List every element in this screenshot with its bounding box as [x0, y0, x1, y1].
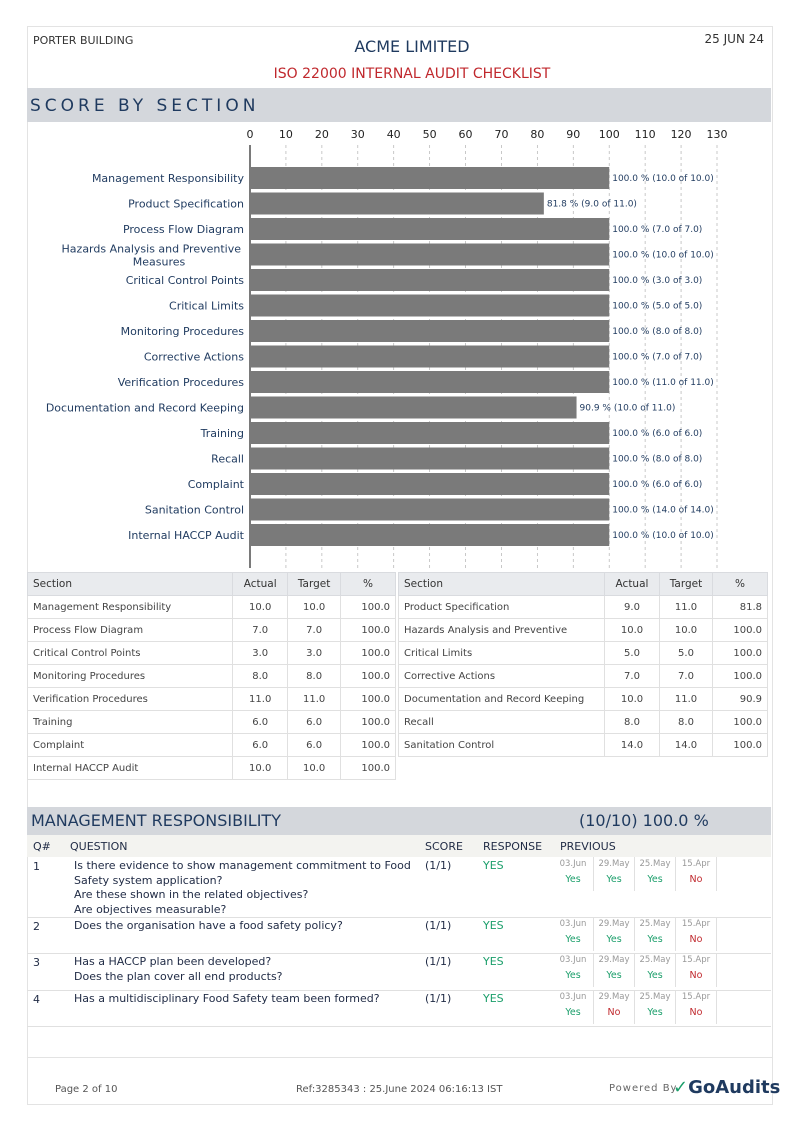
table-cell: 10.0 [605, 619, 660, 642]
data-label: 100.0 % (3.0 of 3.0) [612, 276, 703, 286]
table-cell: 81.8 [713, 596, 768, 619]
table-cell: 3.0 [233, 642, 288, 665]
previous-date: 25.May [639, 955, 671, 965]
col-question: QUESTION [70, 840, 128, 853]
column-header: % [713, 573, 768, 596]
category-label: Recall [211, 452, 244, 466]
table-row [28, 619, 396, 642]
data-label: 100.0 % (6.0 of 6.0) [612, 429, 703, 439]
table-cell: 100.0 [341, 642, 396, 665]
previous-value: No [689, 934, 703, 945]
table-cell: 11.0 [288, 688, 341, 711]
category-label: Hazards Analysis and Preventive [61, 242, 241, 256]
bar [251, 193, 544, 215]
category-label: Sanitation Control [144, 503, 244, 517]
previous-value: No [689, 874, 703, 885]
table-cell: 100.0 [713, 665, 768, 688]
x-tick-label: 20 [314, 128, 329, 141]
data-label: 100.0 % (7.0 of 7.0) [612, 225, 703, 235]
previous-value: Yes [606, 934, 622, 945]
table-cell: 10.0 [233, 757, 288, 780]
x-tick-label: 50 [422, 128, 437, 141]
audit-date: 25 JUN 24 [704, 32, 764, 46]
previous-value: Yes [606, 970, 622, 981]
table-cell: 11.0 [660, 596, 713, 619]
table-cell: Corrective Actions [399, 665, 605, 688]
table-row [28, 711, 396, 734]
score-chart [0, 120, 800, 570]
bar [251, 499, 609, 521]
table-row [28, 757, 396, 780]
data-label: 100.0 % (7.0 of 7.0) [612, 352, 703, 363]
section-score: (10/10) 100.0 % [579, 811, 709, 830]
previous-response [635, 917, 676, 951]
score-by-section-heading: SCORE BY SECTION [27, 88, 771, 122]
question-table-header [27, 835, 771, 857]
table-cell: 5.0 [660, 642, 713, 665]
previous-response [635, 857, 676, 891]
table-header-row [399, 573, 768, 596]
x-tick-label: 120 [670, 128, 692, 141]
data-label: 100.0 % (10.0 of 10.0) [612, 531, 714, 541]
table-cell: 10.0 [233, 596, 288, 619]
column-header: Actual [605, 573, 660, 596]
table-cell: 100.0 [341, 619, 396, 642]
previous-date: 15.Apr [681, 992, 711, 1002]
data-label: 90.9 % (10.0 of 11.0) [579, 403, 676, 414]
table-cell: Recall [399, 711, 605, 734]
data-label: 81.8 % (9.0 of 11.0) [546, 199, 637, 210]
question-line: Has a HACCP plan been developed? [74, 955, 272, 968]
table-cell: 8.0 [233, 665, 288, 688]
table-cell: 8.0 [660, 711, 713, 734]
x-tick-label: 110 [634, 128, 656, 141]
question-response: YES [483, 859, 504, 872]
question-line: Safety system application? [74, 873, 223, 887]
bar [251, 524, 609, 546]
table-cell: 7.0 [233, 619, 288, 642]
question-response: YES [483, 992, 504, 1005]
question-text [74, 955, 414, 984]
table-cell: 7.0 [660, 665, 713, 688]
management-section-heading [27, 807, 771, 835]
previous-date: 03.Jun [559, 992, 587, 1002]
previous-response [553, 857, 594, 891]
question-line: Are these shown in the related objectives? [74, 888, 309, 901]
data-label: 100.0 % (10.0 of 10.0) [612, 174, 714, 184]
table-cell: 8.0 [605, 711, 660, 734]
table-row [399, 711, 768, 734]
table-cell: 90.9 [713, 688, 768, 711]
x-tick-label: 40 [386, 128, 401, 141]
table-cell: 100.0 [713, 734, 768, 757]
previous-response [676, 953, 717, 987]
previous-response [594, 857, 635, 891]
question-line: Has a multidisciplinary Food Safety team been formed? [74, 992, 380, 1005]
previous-value: Yes [647, 1007, 663, 1018]
category-label: Critical Limits [169, 299, 244, 313]
previous-value: No [689, 1007, 703, 1018]
previous-value: Yes [565, 934, 581, 945]
table-cell: Product Specification [399, 596, 605, 619]
table-cell: 100.0 [713, 619, 768, 642]
table-row [399, 734, 768, 757]
x-tick-label: 10 [278, 128, 293, 141]
table-row [28, 665, 396, 688]
question-score: (1/1) [425, 992, 452, 1005]
question-score: (1/1) [425, 955, 452, 968]
x-tick-label: 80 [530, 128, 545, 141]
question-response: YES [483, 955, 504, 968]
table-header-row [28, 573, 396, 596]
table-cell: 100.0 [341, 596, 396, 619]
x-tick-label: 100 [598, 128, 620, 141]
table-cell: 100.0 [341, 711, 396, 734]
data-label: 100.0 % (5.0 of 5.0) [612, 301, 703, 312]
previous-date: 15.Apr [681, 955, 711, 965]
table-cell: 6.0 [288, 711, 341, 734]
bar [251, 371, 609, 393]
table-cell: Critical Control Points [28, 642, 233, 665]
question-row [27, 857, 771, 918]
category-label: Measures [132, 255, 186, 269]
x-tick-label: 30 [350, 128, 365, 141]
table-row [399, 688, 768, 711]
report-reference: Ref:3285343 : 25.June 2024 06:16:13 IST [296, 1084, 503, 1095]
bar [251, 295, 609, 317]
previous-date: 03.Jun [559, 955, 587, 965]
data-label: 100.0 % (6.0 of 6.0) [612, 480, 703, 490]
previous-value: Yes [606, 874, 622, 885]
table-cell: 10.0 [605, 688, 660, 711]
x-tick-label: 70 [494, 128, 509, 141]
data-label: 100.0 % (8.0 of 8.0) [612, 454, 703, 465]
bar [251, 397, 577, 419]
question-row [27, 917, 771, 954]
previous-value: Yes [647, 970, 663, 981]
category-label: Verification Procedures [117, 376, 244, 389]
category-label: Critical Control Points [125, 274, 244, 287]
question-text [74, 919, 414, 934]
data-label: 100.0 % (11.0 of 11.0) [612, 378, 714, 388]
table-row [399, 619, 768, 642]
previous-date: 25.May [639, 919, 671, 929]
previous-value: Yes [565, 970, 581, 981]
x-tick-label: 0 [246, 128, 254, 141]
goaudits-logo [673, 1077, 780, 1098]
previous-value: Yes [647, 934, 663, 945]
previous-value: Yes [565, 1007, 581, 1018]
column-header: Section [399, 573, 605, 596]
section-title: MANAGEMENT RESPONSIBILITY [31, 811, 281, 830]
bar [251, 346, 609, 368]
table-cell: Hazards Analysis and Preventive [399, 619, 605, 642]
score-table-right [398, 572, 768, 757]
previous-date: 29.May [598, 859, 630, 869]
table-cell: Complaint [28, 734, 233, 757]
previous-date: 03.Jun [559, 919, 587, 929]
previous-response [594, 953, 635, 987]
table-cell: Verification Procedures [28, 688, 233, 711]
previous-response [553, 990, 594, 1024]
table-cell: 6.0 [233, 734, 288, 757]
previous-response [594, 917, 635, 951]
category-label: Corrective Actions [143, 350, 244, 364]
table-cell: 14.0 [660, 734, 713, 757]
location-name: PORTER BUILDING [33, 34, 134, 47]
table-cell: 14.0 [605, 734, 660, 757]
category-label: Monitoring Procedures [120, 325, 244, 338]
question-line: Does the organisation have a food safety policy? [74, 919, 343, 932]
category-label: Complaint [187, 478, 244, 491]
column-header: Target [660, 573, 713, 596]
category-label: Documentation and Record Keeping [45, 401, 244, 415]
previous-value: Yes [647, 874, 663, 885]
column-header: Target [288, 573, 341, 596]
previous-date: 29.May [598, 919, 630, 929]
question-line: Is there evidence to show management commitment to Food [74, 859, 411, 872]
previous-value: Yes [565, 874, 581, 885]
previous-response [594, 990, 635, 1024]
table-cell: Monitoring Procedures [28, 665, 233, 688]
table-row [399, 642, 768, 665]
bar [251, 448, 609, 470]
category-label: Training [200, 427, 244, 440]
question-score: (1/1) [425, 919, 452, 932]
category-label: Management Responsibility [91, 172, 244, 185]
table-cell: 8.0 [288, 665, 341, 688]
table-cell: 100.0 [341, 665, 396, 688]
footer-divider [27, 1057, 773, 1058]
previous-date: 25.May [639, 859, 671, 869]
table-cell: 100.0 [341, 688, 396, 711]
question-text [74, 992, 414, 1007]
question-number: 1 [33, 860, 40, 873]
category-label: Product Specification [128, 197, 244, 211]
question-number: 4 [33, 993, 40, 1006]
bar [251, 218, 609, 240]
data-label: 100.0 % (14.0 of 14.0) [612, 505, 714, 516]
previous-response [676, 990, 717, 1024]
previous-date: 15.Apr [681, 859, 711, 869]
bar [251, 320, 609, 342]
question-line: Are objectives measurable? [74, 902, 227, 916]
col-response: RESPONSE [483, 840, 543, 853]
col-score: SCORE [425, 840, 463, 853]
bar [251, 473, 609, 495]
previous-value: No [607, 1007, 621, 1018]
table-row [399, 596, 768, 619]
table-row [28, 734, 396, 757]
table-row [28, 596, 396, 619]
table-cell: 7.0 [288, 619, 341, 642]
table-cell: 6.0 [233, 711, 288, 734]
previous-date: 25.May [639, 992, 671, 1002]
powered-by: Powered By [609, 1083, 678, 1094]
table-cell: 10.0 [288, 596, 341, 619]
table-cell: Process Flow Diagram [28, 619, 233, 642]
question-score: (1/1) [425, 859, 452, 872]
table-cell: 11.0 [233, 688, 288, 711]
previous-response [676, 917, 717, 951]
column-header: Actual [233, 573, 288, 596]
data-label: 100.0 % (10.0 of 10.0) [612, 250, 714, 261]
question-line: Does the plan cover all end products? [74, 969, 283, 983]
table-cell: 11.0 [660, 688, 713, 711]
table-cell: Internal HACCP Audit [28, 757, 233, 780]
check-icon: ✓ [673, 1077, 689, 1098]
previous-response [553, 917, 594, 951]
bar [251, 422, 609, 444]
page-number: Page 2 of 10 [55, 1084, 118, 1095]
x-tick-label: 130 [706, 128, 728, 141]
previous-date: 03.Jun [559, 859, 587, 869]
x-tick-label: 90 [566, 128, 581, 141]
col-previous: PREVIOUS [560, 840, 616, 853]
table-cell: Training [28, 711, 233, 734]
question-row [27, 953, 771, 991]
table-cell: 7.0 [605, 665, 660, 688]
previous-response [635, 953, 676, 987]
data-label: 100.0 % (8.0 of 8.0) [612, 327, 703, 337]
question-number: 3 [33, 956, 40, 969]
table-cell: 6.0 [288, 734, 341, 757]
table-cell: 9.0 [605, 596, 660, 619]
table-row [399, 665, 768, 688]
table-cell: Documentation and Record Keeping [399, 688, 605, 711]
table-cell: Sanitation Control [399, 734, 605, 757]
question-row [27, 990, 771, 1027]
column-header: % [341, 573, 396, 596]
table-row [28, 642, 396, 665]
table-cell: 100.0 [713, 711, 768, 734]
question-text [74, 859, 414, 917]
previous-date: 29.May [598, 992, 630, 1002]
bar [251, 244, 609, 266]
category-label: Process Flow Diagram [122, 223, 244, 236]
previous-response [635, 990, 676, 1024]
company-name: ACME LIMITED [354, 37, 470, 56]
score-table-left [27, 572, 396, 780]
category-label: Internal HACCP Audit [128, 529, 244, 542]
bar [251, 167, 609, 189]
previous-response [676, 857, 717, 891]
question-number: 2 [33, 920, 40, 933]
table-cell: 100.0 [341, 734, 396, 757]
question-response: YES [483, 919, 504, 932]
bar [251, 269, 609, 291]
checklist-title: ISO 22000 INTERNAL AUDIT CHECKLIST [273, 66, 551, 82]
table-cell: Management Responsibility [28, 596, 233, 619]
col-qnum: Q# [33, 840, 51, 853]
previous-date: 29.May [598, 955, 630, 965]
table-cell: 10.0 [288, 757, 341, 780]
table-cell: 100.0 [713, 642, 768, 665]
table-cell: 100.0 [341, 757, 396, 780]
previous-date: 15.Apr [681, 919, 711, 929]
table-cell: 5.0 [605, 642, 660, 665]
previous-response [553, 953, 594, 987]
table-cell: 10.0 [660, 619, 713, 642]
previous-value: No [689, 970, 703, 981]
logo-text: GoAudits [688, 1077, 781, 1098]
table-row [28, 688, 396, 711]
x-tick-label: 60 [458, 128, 473, 141]
table-cell: 3.0 [288, 642, 341, 665]
column-header: Section [28, 573, 233, 596]
table-cell: Critical Limits [399, 642, 605, 665]
